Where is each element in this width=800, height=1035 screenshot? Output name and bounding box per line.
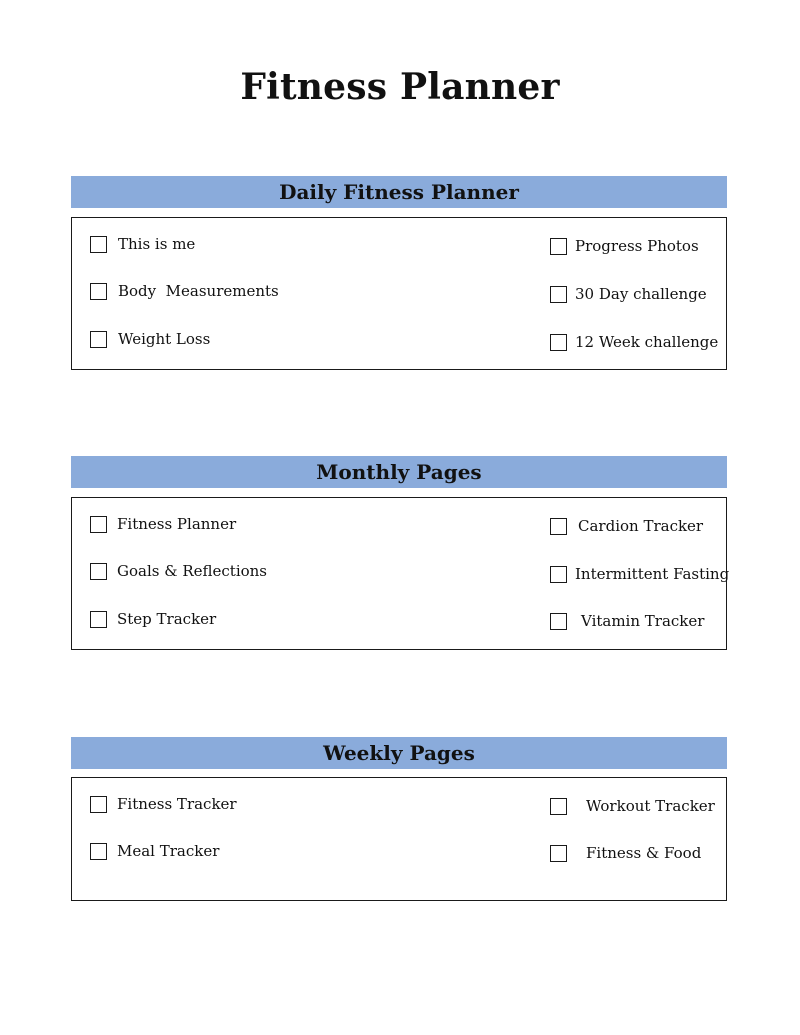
item-label: Weight Loss bbox=[118, 330, 211, 348]
section-box-monthly bbox=[71, 497, 730, 650]
checklist-item[interactable] bbox=[550, 237, 699, 255]
section-box-daily bbox=[71, 217, 727, 370]
checklist-item[interactable] bbox=[90, 330, 210, 348]
item-label: Step Tracker bbox=[117, 610, 217, 628]
checkbox[interactable] bbox=[90, 283, 107, 300]
section-header-daily bbox=[71, 176, 727, 208]
item-label: Intermittent Fasting bbox=[575, 565, 730, 583]
section-heading: Weekly Pages bbox=[323, 741, 475, 765]
item-label: Fitness & Food bbox=[586, 844, 702, 862]
item-label: Vitamin Tracker bbox=[581, 612, 705, 630]
item-label: Meal Tracker bbox=[117, 842, 220, 860]
checkbox[interactable] bbox=[550, 286, 567, 303]
checkbox[interactable] bbox=[90, 611, 107, 628]
checklist-item[interactable] bbox=[90, 562, 267, 580]
checkbox[interactable] bbox=[90, 331, 107, 348]
checkbox[interactable] bbox=[90, 563, 107, 580]
checklist-item[interactable] bbox=[550, 844, 701, 862]
checklist-item[interactable] bbox=[90, 610, 216, 628]
checklist-item[interactable] bbox=[550, 333, 718, 351]
item-label: Cardion Tracker bbox=[578, 517, 704, 535]
checkbox[interactable] bbox=[550, 518, 567, 535]
section-header-monthly bbox=[71, 456, 727, 488]
item-label: 12 Week challenge bbox=[575, 333, 719, 351]
checkbox[interactable] bbox=[90, 516, 107, 533]
checklist-item[interactable] bbox=[90, 795, 237, 813]
checklist-item[interactable] bbox=[550, 612, 704, 630]
section-box-weekly bbox=[71, 777, 727, 901]
section-heading: Monthly Pages bbox=[316, 460, 482, 484]
checklist-item[interactable] bbox=[550, 517, 703, 535]
checkbox[interactable] bbox=[550, 845, 567, 862]
checkbox[interactable] bbox=[550, 334, 567, 351]
checkbox[interactable] bbox=[90, 843, 107, 860]
section-header-weekly bbox=[71, 737, 727, 769]
item-label: Workout Tracker bbox=[586, 797, 715, 815]
checkbox[interactable] bbox=[550, 613, 567, 630]
checklist-item[interactable] bbox=[550, 285, 707, 303]
checklist-item[interactable] bbox=[550, 797, 715, 815]
checkbox[interactable] bbox=[90, 796, 107, 813]
item-label: Fitness Planner bbox=[117, 515, 237, 533]
item-label: Body Measurements bbox=[118, 282, 279, 300]
checklist-item[interactable] bbox=[90, 842, 219, 860]
checklist-item[interactable] bbox=[550, 565, 729, 583]
item-label: This is me bbox=[118, 235, 196, 253]
checklist-item[interactable] bbox=[90, 515, 236, 533]
item-label: 30 Day challenge bbox=[575, 285, 707, 303]
checkbox[interactable] bbox=[550, 798, 567, 815]
page-title: Fitness Planner bbox=[240, 66, 560, 108]
item-label: Goals & Reflections bbox=[117, 562, 268, 580]
checkbox[interactable] bbox=[90, 236, 107, 253]
checklist-item[interactable] bbox=[90, 235, 195, 253]
item-label: Progress Photos bbox=[575, 237, 699, 255]
checkbox[interactable] bbox=[550, 238, 567, 255]
checkbox[interactable] bbox=[550, 566, 567, 583]
checklist-item[interactable] bbox=[90, 282, 279, 300]
section-heading: Daily Fitness Planner bbox=[279, 180, 519, 204]
item-label: Fitness Tracker bbox=[117, 795, 237, 813]
